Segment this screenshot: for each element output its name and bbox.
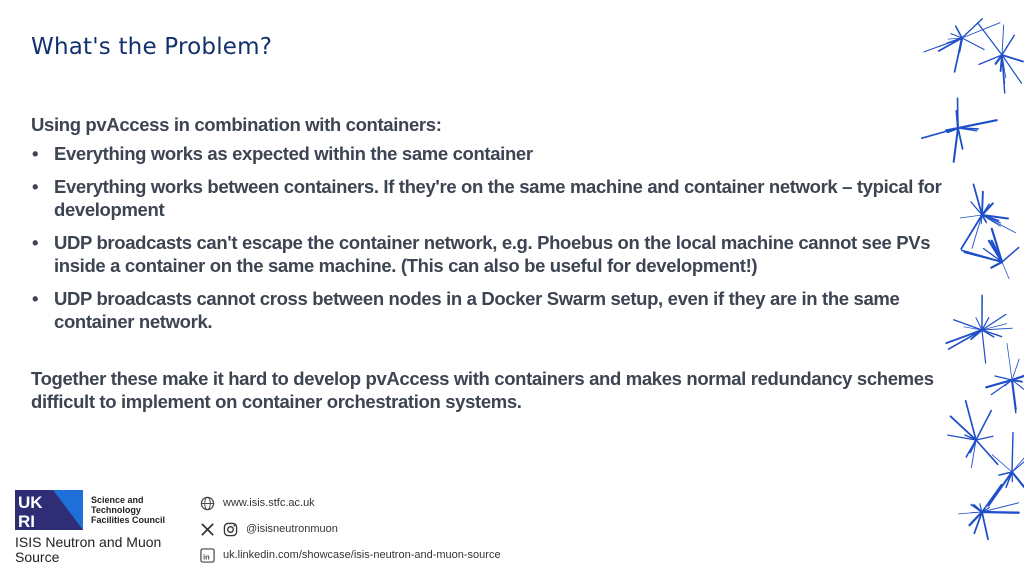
burst-ray xyxy=(958,128,963,149)
linkedin-row[interactable] xyxy=(200,542,501,568)
burst-ray xyxy=(976,436,993,440)
linkedin-icon xyxy=(200,548,215,563)
council-name: Science and Technology Facilities Council xyxy=(91,495,166,525)
burst-ray xyxy=(976,411,991,441)
svg-text:UK: UK xyxy=(18,493,43,512)
svg-text:in: in xyxy=(203,551,210,561)
bullet-item: • UDP broadcasts can't escape the container network, e.g. Phoebus on the local machine cannot see PVs inside a container on the same machine. (This can also be useful for development!) xyxy=(32,232,931,276)
intro-text: Using pvAccess in combination with containers: xyxy=(31,114,442,135)
burst-ray xyxy=(954,128,958,162)
burst-ray xyxy=(959,512,983,514)
burst-ray xyxy=(960,215,982,218)
svg-text:RI: RI xyxy=(18,512,35,530)
slide-title: What's the Problem? xyxy=(31,34,273,60)
burst-ray xyxy=(1012,380,1016,409)
burst-ray xyxy=(995,376,1012,380)
burst-ray xyxy=(946,128,958,130)
bullet-item: • Everything works between containers. If they're on the same machine and container network – typical for development xyxy=(32,176,942,220)
website-link[interactable]: www.isis.stfc.ac.uk xyxy=(223,497,315,509)
burst-ray xyxy=(978,23,1002,55)
burst-ray xyxy=(1002,248,1019,263)
burst-ray xyxy=(1012,472,1024,488)
slide-body xyxy=(31,113,943,432)
burst-ray xyxy=(957,111,958,128)
globe-icon xyxy=(200,496,215,511)
x-icon[interactable] xyxy=(200,522,215,537)
burst-ray xyxy=(962,19,982,38)
burst-ray xyxy=(982,315,1006,331)
contact-links xyxy=(200,490,501,568)
burst-ray xyxy=(976,440,998,464)
burst-ray xyxy=(972,215,982,248)
burst-ray xyxy=(992,455,1012,472)
burst-ray xyxy=(982,192,983,215)
instagram-icon[interactable] xyxy=(223,522,238,537)
burst-ray xyxy=(1002,25,1004,55)
org-name: ISIS Neutron and Muon Source xyxy=(15,534,162,565)
bullet-list xyxy=(31,142,943,333)
burst-ray xyxy=(982,512,988,539)
website-row[interactable] xyxy=(200,490,501,516)
burst-ray xyxy=(982,330,986,363)
neutron-burst-decoration xyxy=(900,0,1024,576)
burst-ray xyxy=(958,128,978,129)
linkedin-link[interactable]: uk.linkedin.com/showcase/isis-neutron-and-muon-source xyxy=(223,549,501,561)
burst-ray xyxy=(961,215,982,249)
ukri-logo xyxy=(15,490,83,530)
burst-ray xyxy=(982,512,1019,513)
social-row[interactable] xyxy=(200,516,501,542)
burst-ray xyxy=(1007,343,1012,380)
burst-ray xyxy=(991,262,1002,268)
bullet-item: • UDP broadcasts cannot cross between nodes in a Docker Swarm setup, even if they are in the same container network. xyxy=(32,288,900,332)
conclusion-text: Together these make it hard to develop pvAccess with containers and makes normal redundancy schemes difficult to implement on container orchestration systems. xyxy=(31,368,934,412)
burst-ray xyxy=(962,23,1000,38)
burst-ray xyxy=(962,38,984,50)
burst-ray xyxy=(988,472,1012,506)
bullet-item: • Everything works as expected within the same container xyxy=(32,143,533,164)
burst-ray xyxy=(1002,262,1009,279)
burst-ray xyxy=(1012,433,1013,472)
burst-ray xyxy=(1002,35,1014,55)
social-handle[interactable]: @isisneutronmuon xyxy=(246,523,338,535)
burst-ray xyxy=(958,120,997,128)
